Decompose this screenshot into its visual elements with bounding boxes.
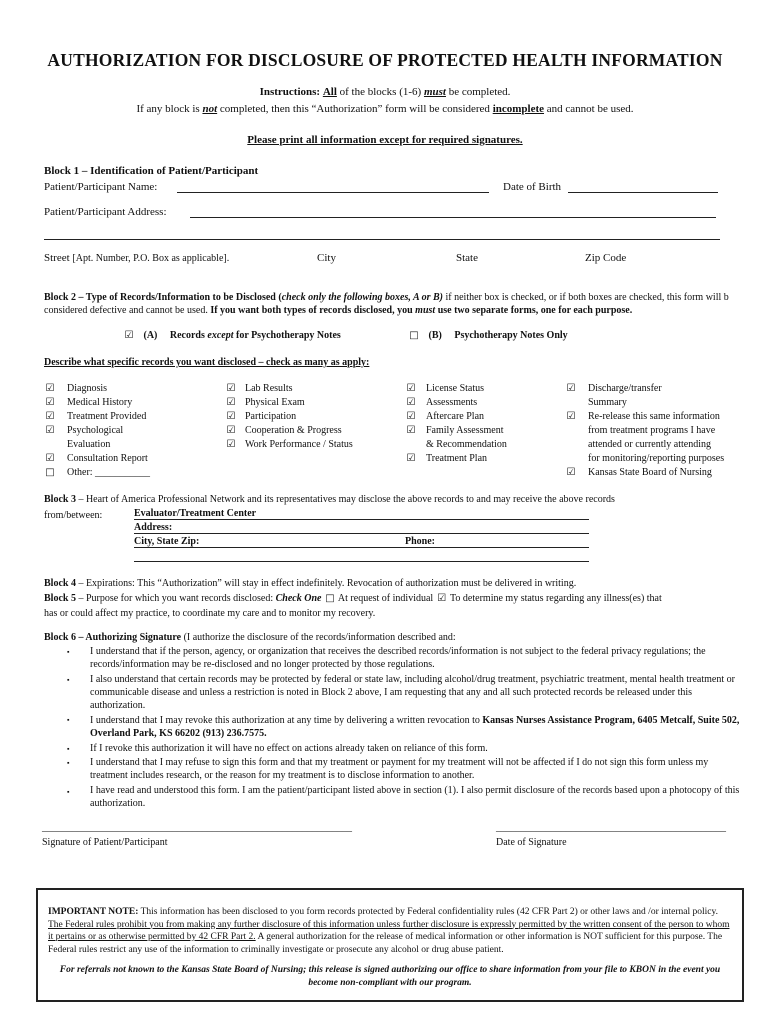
important-note-label: IMPORTANT NOTE: xyxy=(48,907,139,917)
block2-line3: one for each purpose. xyxy=(540,305,633,316)
option-a-checkbox[interactable]: ☑ xyxy=(124,330,134,341)
record-label: Assessments xyxy=(426,397,478,408)
evaluator-address-label: Address: xyxy=(134,522,173,533)
option-b-label: (B) xyxy=(428,330,442,341)
patient-address-field[interactable] xyxy=(190,217,716,218)
record-checkbox[interactable]: ☑ xyxy=(45,453,55,464)
patient-address-field-2[interactable] xyxy=(44,239,720,240)
zip-label: Zip Code xyxy=(585,252,627,264)
option-a-text1: Records xyxy=(169,330,208,341)
block6-bullet-2: I also understand that certain records may be protected by federal or state law, including alcohol/drug treatment, psychiatric treatment, mental health treatment or communicable disease and unless a restriction is noted in Block 2 above, I am requesting that any and all such protected records be released under this authorization. xyxy=(90,674,735,711)
city-state-zip-label: City, State Zip: xyxy=(134,536,200,547)
bullet-icon: ▪ xyxy=(67,676,70,684)
instructions-must: must xyxy=(423,86,446,98)
instructions-l2a: If any block is xyxy=(136,103,203,115)
evaluator-address-field[interactable] xyxy=(134,533,589,534)
determine-status-checkbox[interactable]: ☑ xyxy=(437,593,447,604)
signature-line[interactable]: ______________________________________________________________ xyxy=(42,822,352,833)
block4-body: – Expirations: This “Authorization” will stay in effect indefinitely. Revocation of authorization must be delivered in writing. xyxy=(75,578,577,589)
important-note-box xyxy=(36,888,744,1002)
record-label: Cooperation & Progress xyxy=(245,425,342,436)
record-label: Diagnosis xyxy=(67,383,107,394)
record-label: from treatment programs I have xyxy=(588,425,716,436)
instructions-l2e: and cannot be used. xyxy=(544,103,634,115)
record-checkbox[interactable]: ☑ xyxy=(226,397,236,408)
block3-body: – Heart of America Professional Network and its representatives may disclose the above records to and may receive the above records xyxy=(75,494,615,505)
instructions-line-2 xyxy=(0,103,770,115)
record-checkbox[interactable]: ☑ xyxy=(45,425,55,436)
record-label: Physical Exam xyxy=(245,397,305,408)
important-note-text xyxy=(48,906,732,956)
from-between-label: from/between: xyxy=(44,510,103,521)
bullet-icon: ▪ xyxy=(67,745,70,753)
record-checkbox[interactable]: ☑ xyxy=(226,439,236,450)
block2-heading xyxy=(44,291,734,317)
record-checkbox[interactable]: ☑ xyxy=(226,383,236,394)
block2-heading-a: Block 2 – Type of Records/Information to be Disclosed ( xyxy=(44,292,282,303)
evaluator-field[interactable] xyxy=(134,519,589,520)
record-label: for monitoring/reporting purposes xyxy=(588,453,725,464)
block2-heading-b: check only the following boxes, A or B) xyxy=(281,292,443,303)
block4-text xyxy=(44,578,576,589)
bullet-icon: ▪ xyxy=(67,716,70,724)
city-label: City xyxy=(317,252,336,264)
instructions-label: Instructions: xyxy=(259,86,321,98)
block6-heading: Block 6 – Authorizing Signature xyxy=(44,632,182,643)
block5-line2: has or could affect my practice, to coordinate my care and to monitor my recovery. xyxy=(44,608,376,619)
signature-date-label: Date of Signature xyxy=(496,837,567,848)
state-label: State xyxy=(456,252,478,264)
record-label: & Recommendation xyxy=(426,439,507,450)
dob-field[interactable] xyxy=(568,192,718,193)
kbon-address: Kansas Nurses Assistance Program, 6405 Metcalf, Suite 502, Overland Park, KS 66202 (913) 236.7575. xyxy=(90,715,740,739)
record-label: Participation xyxy=(245,411,297,422)
describe-records-label: Describe what specific records you want disclosed – check as many as apply: xyxy=(44,357,370,368)
option-a-except: except xyxy=(207,330,234,341)
record-checkbox[interactable]: ☑ xyxy=(226,411,236,422)
record-checkbox[interactable]: ☑ xyxy=(226,425,236,436)
bullet-icon: ▪ xyxy=(67,759,70,767)
important-note-t3: A general authorization for the release of medical information or other information is NOT sufficient for this purpose. The Federal rules restrict any use of the information to criminally investigate or prosecute any alcohol or drug abuse patient. xyxy=(48,932,723,955)
block5-heading: Block 5 xyxy=(44,593,76,604)
option-a-text3: for Psychotherapy Notes xyxy=(233,330,341,341)
patient-name-label: Patient/Participant Name: xyxy=(44,181,158,193)
record-label: Consultation Report xyxy=(67,453,148,464)
record-checkbox[interactable]: ☑ xyxy=(566,383,576,394)
record-label: Work Performance / Status xyxy=(245,439,353,450)
print-instruction: Please print all information except for required signatures. xyxy=(247,134,523,146)
request-of-individual-checkbox[interactable]: □ xyxy=(325,593,335,604)
street-note: [Apt. Number, P.O. Box as applicable]. xyxy=(72,253,230,264)
patient-address-label: Patient/Participant Address: xyxy=(44,206,167,218)
block6-bullet-4: If I revoke this authorization it will have no effect on actions already taken on reliance of this form. xyxy=(90,743,488,754)
record-label: Aftercare Plan xyxy=(426,411,485,422)
record-label: Summary xyxy=(588,397,627,408)
record-label: attended or currently attending xyxy=(588,439,712,450)
block5-body1: – Purpose for which you want records disclosed: xyxy=(75,593,276,604)
record-checkbox[interactable]: ☑ xyxy=(406,383,416,394)
block3-text xyxy=(44,494,744,505)
block5-text xyxy=(44,593,662,604)
block6-heading-line xyxy=(44,632,456,643)
option-b[interactable] xyxy=(408,330,568,341)
instructions-completed: be completed. xyxy=(445,86,511,98)
block6-bullet-5: I understand that I may refuse to sign this form and that my treatment or payment for my treatment will not be affected if I do not sign this form unless my treatment includes research, or the reason for my treatment is to disclose information to another. xyxy=(90,757,709,781)
block2-line2a: checked, this form will b considered defective and cannot be used. xyxy=(44,292,729,316)
block6-bullet-6: I have read and understood this form. I am the patient/participant listed above in section (1). I also permit disclosure of the records based upon a photocopy of this authorization. xyxy=(90,785,740,809)
option-a-label: (A) xyxy=(143,330,158,341)
record-label: Family Assessment xyxy=(426,425,504,436)
block6-intro: (I authorize the disclosure of the records/information described and: xyxy=(181,632,456,643)
record-label: Kansas State Board of Nursing xyxy=(588,467,712,478)
instructions-not: not xyxy=(202,103,218,115)
street-label xyxy=(44,252,229,264)
record-checkbox[interactable]: ☑ xyxy=(406,425,416,436)
record-checkbox[interactable]: ☑ xyxy=(406,411,416,422)
block2-line2c: must xyxy=(415,305,436,316)
record-checkbox[interactable]: ☑ xyxy=(566,411,576,422)
city-phone-field[interactable] xyxy=(134,547,589,548)
block2-line2d: use two separate forms, xyxy=(435,305,539,316)
option-b-checkbox[interactable]: □ xyxy=(409,330,419,341)
option-b-text: Psychotherapy Notes Only xyxy=(454,330,568,341)
record-label: Treatment Provided xyxy=(67,411,147,422)
block2-line2b: If you want both types of records disclosed, you xyxy=(210,305,416,316)
record-label: Medical History xyxy=(67,397,133,408)
evaluator-extra-field[interactable] xyxy=(134,561,589,562)
record-checkbox[interactable]: ☑ xyxy=(45,383,55,394)
record-checkbox[interactable]: ☑ xyxy=(406,397,416,408)
referral-note: For referrals not known to the Kansas State Board of Nursing; this release is signed authorizing our office to share information from your file to KBON in the event you become non-compliant with our program. xyxy=(59,965,721,988)
block6-bullet-3 xyxy=(90,714,740,740)
record-checkbox[interactable]: □ xyxy=(45,467,55,478)
patient-name-field[interactable] xyxy=(177,192,489,193)
block2-heading-c: if neither box is checked, or if both boxes are xyxy=(443,292,627,303)
record-checkbox[interactable]: ☑ xyxy=(45,397,55,408)
bullet-icon: ▪ xyxy=(67,648,70,656)
document-title: AUTHORIZATION FOR DISCLOSURE OF PROTECTED HEALTH INFORMATION xyxy=(47,50,723,70)
instructions-l2c: completed, then this “Authorization” form will be considered xyxy=(217,103,493,115)
block5-body2: At request of individual xyxy=(335,593,436,604)
record-label: License Status xyxy=(426,383,485,394)
block5-check-one: Check One xyxy=(275,593,322,604)
record-label: Discharge/transfer xyxy=(588,383,662,394)
evaluator-label: Evaluator/Treatment Center xyxy=(134,508,257,519)
dob-label: Date of Birth xyxy=(503,181,562,193)
record-checkbox[interactable]: ☑ xyxy=(45,411,55,422)
phone-label: Phone: xyxy=(405,536,435,547)
block3-heading: Block 3 xyxy=(44,494,76,505)
record-label: Treatment Plan xyxy=(426,453,488,464)
important-note-t1: This information has been disclosed to you form records protected by Federal confidentiality rules (42 CFR Part 2) or other laws and /or internal policy. xyxy=(138,907,719,917)
record-label: Evaluation xyxy=(67,439,111,450)
instructions-incomplete: incomplete xyxy=(492,103,545,115)
block6-bullet-1: I understand that if the person, agency, or organization that receives the described records/information is not subject to the federal privacy regulations; the records/information may be re-disclosed and no longer protected by those regulations. xyxy=(90,646,706,670)
option-a[interactable] xyxy=(123,330,341,341)
record-label: Psychological xyxy=(67,425,124,436)
important-note-t2: The Federal rules prohibit you from making any further disclosure of this information unless further disclosure is expressly permitted by the written consent of the person to whom it pertains or as otherwise permitted by 42 CFR Part 2. xyxy=(48,919,730,942)
record-label: Other: ___________ xyxy=(67,467,151,478)
block4-heading: Block 4 xyxy=(44,578,76,589)
record-label: Re-release this same information xyxy=(588,411,720,422)
instructions-blocks: of the blocks (1-6) xyxy=(336,86,424,98)
signature-date-line[interactable]: ______________________________________________ xyxy=(496,822,726,833)
bullet-icon: ▪ xyxy=(67,788,70,796)
record-checkbox[interactable]: ☑ xyxy=(566,467,576,478)
signature-label: Signature of Patient/Participant xyxy=(42,837,168,848)
record-checkbox[interactable]: ☑ xyxy=(406,453,416,464)
instructions-all: All xyxy=(322,86,337,98)
block6-bullet-3-text: I understand that I may revoke this authorization at any time by delivering a written revocation to xyxy=(90,715,483,726)
street-text: Street xyxy=(44,252,70,264)
block1-heading: Block 1 – Identification of Patient/Participant xyxy=(44,165,259,177)
record-label: Lab Results xyxy=(245,383,293,394)
block5-body3: To determine my status regarding any illness(es) that xyxy=(447,593,662,604)
instructions-line-1 xyxy=(0,86,770,98)
